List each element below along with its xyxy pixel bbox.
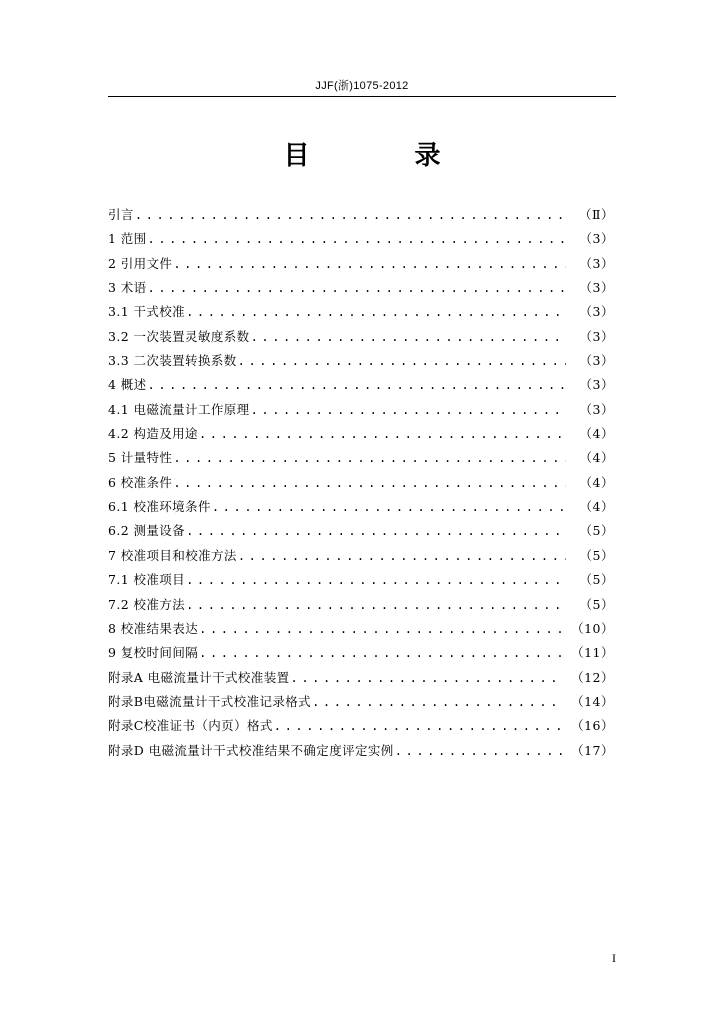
toc-entry-label: 5 计量特性	[108, 450, 173, 466]
toc-leader-dots	[199, 423, 566, 445]
toc-leader-dots	[238, 545, 566, 567]
toc-leader-dots	[173, 447, 566, 469]
toc-entry-appendix-c[interactable]	[108, 715, 614, 739]
toc-leader-dots	[199, 642, 563, 664]
toc-leader-dots	[186, 301, 566, 323]
toc-entry-page: （5）	[579, 547, 614, 563]
table-of-contents	[108, 204, 614, 764]
toc-entry-6[interactable]	[108, 472, 614, 496]
toc-entry-3-3[interactable]	[108, 350, 614, 374]
toc-entry-appendix-d[interactable]	[108, 740, 614, 764]
toc-leader-dots	[173, 472, 566, 494]
toc-entry-2[interactable]	[108, 253, 614, 277]
toc-leader-dots	[148, 374, 566, 396]
toc-entry-label: 4 概述	[108, 377, 147, 393]
toc-entry-7[interactable]	[108, 545, 614, 569]
toc-leader-dots	[274, 715, 563, 737]
header-rule	[108, 96, 616, 97]
toc-entry-label: 2 引用文件	[108, 255, 173, 271]
toc-entry-4-2[interactable]	[108, 423, 614, 447]
toc-entry-label: 6 校准条件	[108, 474, 173, 490]
toc-entry-page: （3）	[579, 304, 614, 320]
toc-leader-dots	[148, 277, 566, 299]
toc-entry-label: 7.1 校准项目	[108, 572, 186, 588]
toc-entry-label: 附录D 电磁流量计干式校准结果不确定度评定实例	[108, 742, 394, 758]
toc-leader-dots	[148, 228, 566, 250]
toc-entry-label: 引言	[108, 207, 134, 222]
toc-entry-label: 4.2 构造及用途	[108, 426, 198, 442]
toc-entry-3-2[interactable]	[108, 326, 614, 350]
toc-leader-dots	[395, 740, 563, 762]
toc-leader-dots	[251, 399, 566, 421]
toc-entry-label: 7.2 校准方法	[108, 596, 186, 612]
toc-entry-label: 9 复校时间间隔	[108, 645, 199, 661]
toc-entry-label: 3.1 干式校准	[108, 304, 186, 320]
toc-leader-dots	[312, 691, 563, 713]
document-code-header: JJF(浙)1075-2012	[315, 80, 409, 92]
toc-entry-label: 3 术语	[108, 280, 147, 296]
toc-entry-introduction[interactable]	[108, 204, 614, 228]
toc-entry-label: 7 校准项目和校准方法	[108, 547, 237, 563]
toc-entry-page: （4）	[579, 474, 614, 490]
toc-leader-dots	[135, 204, 566, 226]
toc-entry-label: 3.2 一次装置灵敏度系数	[108, 328, 250, 344]
toc-entry-page: （3）	[579, 280, 614, 296]
toc-leader-dots	[212, 496, 566, 518]
toc-leader-dots	[251, 326, 566, 348]
toc-entry-label: 1 范围	[108, 231, 147, 247]
toc-entry-page: （12）	[571, 669, 614, 685]
toc-entry-page: （3）	[579, 353, 614, 369]
toc-entry-3-1[interactable]	[108, 301, 614, 325]
toc-leader-dots	[186, 569, 566, 591]
toc-entry-page: （Ⅱ）	[579, 207, 614, 222]
toc-leader-dots	[238, 350, 566, 372]
toc-entry-page: （5）	[579, 596, 614, 612]
toc-entry-7-1[interactable]	[108, 569, 614, 593]
toc-entry-label: 附录B电磁流量计干式校准记录格式	[108, 693, 312, 709]
toc-leader-dots	[186, 594, 566, 616]
toc-entry-page: （5）	[579, 572, 614, 588]
toc-entry-page: （11）	[571, 645, 614, 661]
toc-leader-dots	[291, 667, 564, 689]
toc-entry-6-2[interactable]	[108, 520, 614, 544]
toc-entry-label: 3.3 二次装置转换系数	[108, 353, 237, 369]
toc-entry-7-2[interactable]	[108, 594, 614, 618]
toc-entry-page: （4）	[579, 450, 614, 466]
toc-entry-label: 8 校准结果表达	[108, 620, 199, 636]
toc-entry-page: （4）	[579, 426, 614, 442]
toc-entry-label: 附录C校准证书（内页）格式	[108, 718, 273, 734]
toc-entry-8[interactable]	[108, 618, 614, 642]
toc-leader-dots	[186, 520, 566, 542]
toc-entry-page: （3）	[579, 328, 614, 344]
toc-leader-dots	[199, 618, 563, 640]
toc-entry-page: （17）	[571, 742, 614, 758]
toc-entry-4-1[interactable]	[108, 399, 614, 423]
toc-entry-page: （3）	[579, 377, 614, 393]
toc-entry-5[interactable]	[108, 447, 614, 471]
toc-entry-label: 4.1 电磁流量计工作原理	[108, 401, 250, 417]
page-title: 目 录	[283, 141, 479, 171]
toc-entry-1[interactable]	[108, 228, 614, 252]
toc-entry-4[interactable]	[108, 374, 614, 398]
toc-entry-page: （10）	[571, 620, 614, 636]
toc-entry-appendix-a[interactable]	[108, 667, 614, 691]
toc-entry-label: 6.2 测量设备	[108, 523, 186, 539]
toc-leader-dots	[173, 253, 566, 275]
toc-entry-page: （4）	[579, 499, 614, 515]
toc-entry-page: （3）	[579, 231, 614, 247]
toc-entry-6-1[interactable]	[108, 496, 614, 520]
toc-entry-3[interactable]	[108, 277, 614, 301]
toc-entry-page: （5）	[579, 523, 614, 539]
toc-entry-label: 附录A 电磁流量计干式校准装置	[108, 669, 290, 685]
toc-entry-page: （16）	[571, 718, 614, 734]
toc-entry-page: （3）	[579, 401, 614, 417]
toc-entry-label: 6.1 校准环境条件	[108, 499, 211, 515]
toc-entry-page: （14）	[571, 693, 614, 709]
toc-entry-appendix-b[interactable]	[108, 691, 614, 715]
toc-entry-9[interactable]	[108, 642, 614, 666]
page-number: I	[612, 951, 616, 965]
toc-entry-page: （3）	[579, 255, 614, 271]
